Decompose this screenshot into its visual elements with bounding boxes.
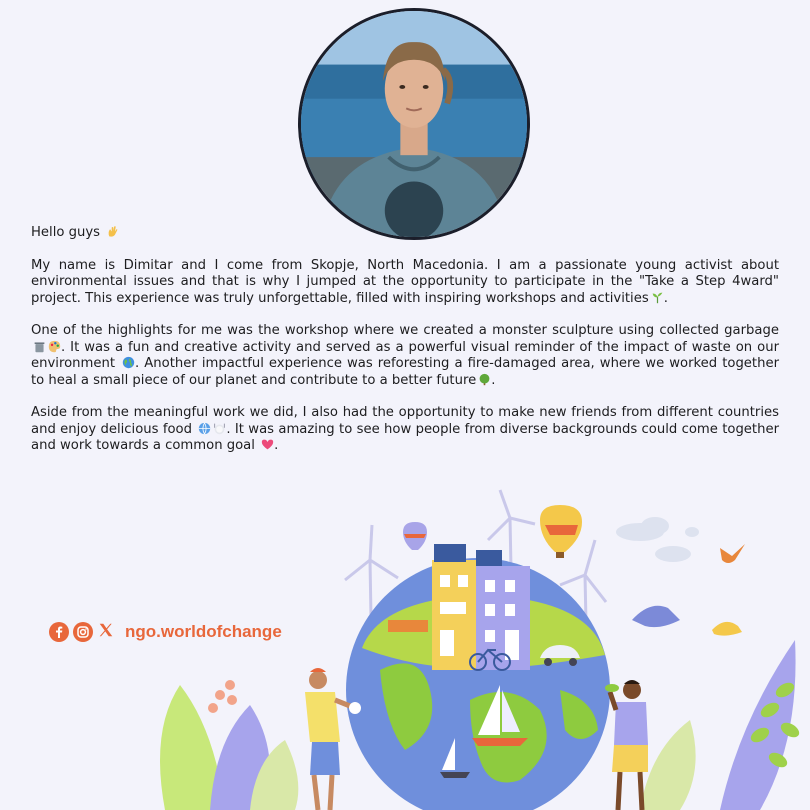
seedling-icon	[651, 291, 664, 304]
post-body	[31, 225, 779, 471]
avatar	[298, 8, 530, 240]
plate-icon	[213, 422, 226, 435]
paragraph-friends: Aside from the meaningful work we did, I also had the opportunity to make new friends from different countries and enjoy delicious food . It was amazing to see how people from diverse backgrounds could come together and work towards a common goal .	[31, 405, 779, 453]
world-icon	[198, 422, 211, 435]
avatar-photo	[301, 11, 527, 237]
social-handle[interactable]: ngo.worldofchange	[125, 622, 282, 641]
tree-icon	[478, 373, 491, 386]
paragraph-intro: My name is Dimitar and I come from Skopje, North Macedonia. I am a passionate young activist about environmental issues and that is why I jumped at the opportunity to participate in the "Take a Step 4ward" project. This experience was truly unforgettable, filled with inspiring workshops and activities .	[31, 257, 779, 306]
small-balloon-icon	[403, 522, 427, 550]
hot-air-balloon-icon	[540, 505, 582, 558]
greeting: Hello guys	[31, 225, 779, 242]
waving-hand-icon	[106, 225, 119, 238]
paragraph-highlights: One of the highlights for me was the workshop where we created a monster sculpture using collected garbage . It was a fun and creative activity and served as a powerful visual reminder of the impact of waste on our environment . Another impactful experience was reforesting a fire-damaged area, where we worked together to heal a small piece of our planet and contribute to a better future .	[31, 323, 779, 388]
trash-icon	[33, 340, 46, 353]
globe-icon	[122, 356, 135, 369]
person-right	[605, 680, 648, 810]
cloud-icon	[616, 517, 699, 562]
palette-icon	[48, 340, 61, 353]
earth-illustration	[0, 480, 810, 810]
heart-icon	[261, 438, 274, 451]
